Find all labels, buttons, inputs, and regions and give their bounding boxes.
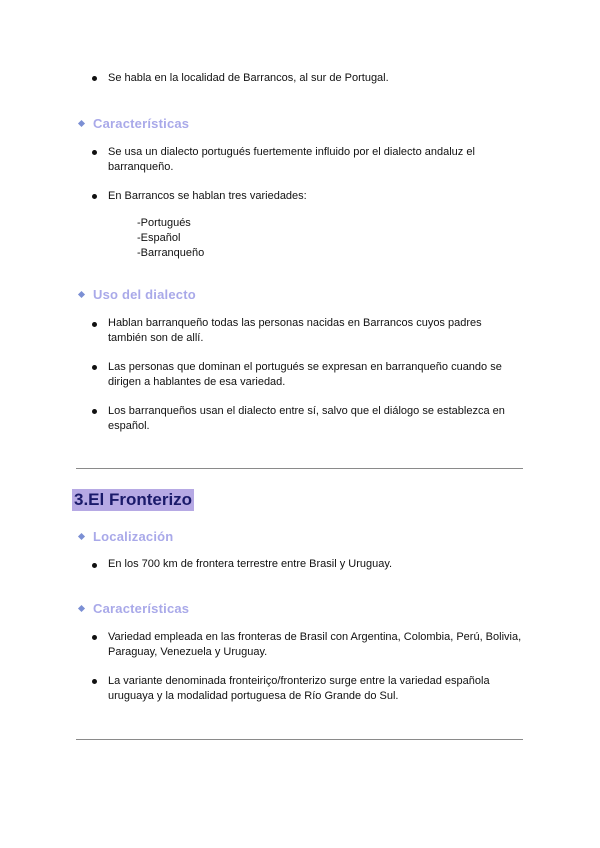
diamond-bullet-icon <box>78 533 85 540</box>
uso-dialecto-heading: Uso del dialecto <box>93 287 196 302</box>
variety-item: -Barranqueño <box>137 247 205 259</box>
bullet-dot <box>92 635 97 640</box>
bullet-dot <box>92 563 97 568</box>
caracteristicas-bullet-2: En Barrancos se hablan tres variedades: <box>108 190 307 202</box>
diamond-bullet-icon <box>78 605 85 612</box>
bullet-dot <box>92 679 97 684</box>
section-divider <box>76 739 523 740</box>
bullet-dot <box>92 76 97 81</box>
section-title-fronterizo: 3.El Fronterizo <box>74 490 193 509</box>
bullet-dot <box>92 150 97 155</box>
localizacion-heading: Localización <box>93 529 174 544</box>
uso-bullet-1-line-2: también son de allí. <box>108 332 204 344</box>
section-divider <box>76 468 523 469</box>
fronterizo-bullet-1-line-1: Variedad empleada en las fronteras de Brasil con Argentina, Colombia, Perú, Bolivia, <box>108 631 522 643</box>
intro-text: Se habla en la localidad de Barrancos, al sur de Portugal. <box>108 72 389 84</box>
uso-bullet-3-line-1: Los barranqueños usan el dialecto entre sí, salvo que el diálogo se establezca en <box>108 405 505 417</box>
localizacion-bullet-1: En los 700 km de frontera terrestre entre Brasil y Uruguay. <box>108 558 393 570</box>
bullet-dot <box>92 365 97 370</box>
caracteristicas-bullet-1-line-1: Se usa un dialecto portugués fuertemente influido por el dialecto andaluz el <box>108 146 475 158</box>
uso-bullet-1-line-1: Hablan barranqueño todas las personas nacidas en Barrancos cuyos padres <box>108 317 482 329</box>
uso-bullet-3-line-2: español. <box>108 420 150 432</box>
bullet-dot <box>92 409 97 414</box>
uso-bullet-2-line-2: dirigen a hablantes de esa variedad. <box>108 376 286 388</box>
diamond-bullet-icon <box>78 291 85 298</box>
uso-bullet-2-line-1: Las personas que dominan el portugués se expresan en barranqueño cuando se <box>108 361 502 373</box>
fronterizo-bullet-2-line-2: uruguaya y la modalidad portuguesa de Río Grande do Sul. <box>108 690 399 702</box>
variety-item: -Portugués <box>137 217 191 229</box>
bullet-dot <box>92 322 97 327</box>
diamond-bullet-icon <box>78 120 85 127</box>
bullet-dot <box>92 194 97 199</box>
fronterizo-bullet-1-line-2: Paraguay, Venezuela y Uruguay. <box>108 646 268 658</box>
fronterizo-bullet-2-line-1: La variante denominada fronteiriço/fronterizo surge entre la variedad española <box>108 675 490 687</box>
caracteristicas-heading: Características <box>93 116 190 131</box>
caracteristicas-bullet-1-line-2: barranqueño. <box>108 161 174 173</box>
caracteristicas-heading-2: Características <box>93 601 190 616</box>
variety-item: -Español <box>137 232 181 244</box>
